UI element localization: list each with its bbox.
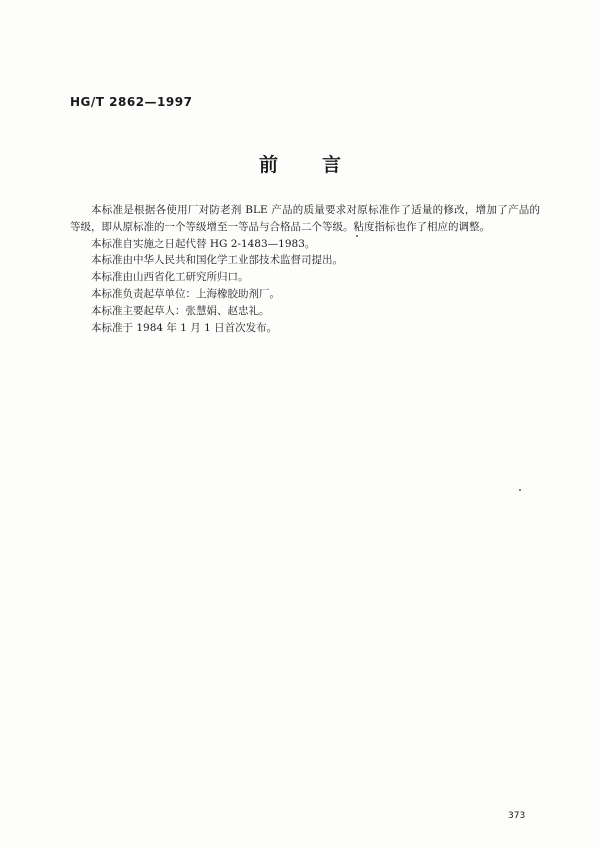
paragraph-drafters: 本标准主要起草人：张慧娟、赵忠礼。: [91, 304, 270, 317]
scan-speck: [519, 489, 521, 491]
paragraph-revision: 本标准是根据各使用厂对防老剂 BLE 产品的质量要求对原标准作了适量的修改，增加了产品的等级，即从原标准的一个等级增至一等品与合格品二个等级。粘度指标也作了相应的调整。: [70, 204, 540, 233]
paragraph-first-issue: 本标准于 1984 年 1 月 1 日首次发布。: [91, 321, 278, 334]
standard-code: HG/T 2862—1997: [70, 95, 193, 109]
paragraph-drafting-unit: 本标准负责起草单位：上海橡胶助剂厂。: [91, 287, 280, 300]
scan-speck: [356, 235, 358, 237]
page-number: 373: [508, 811, 526, 821]
paragraph-replacement: 本标准自实施之日起代替 HG 2-1483—1983。: [91, 237, 316, 250]
paragraph-administrator: 本标准由山西省化工研究所归口。: [91, 271, 249, 284]
page-title: 前言: [258, 154, 385, 176]
paragraph-proposer: 本标准由中华人民共和国化学工业部技术监督司提出。: [91, 254, 343, 267]
foreword-body: [70, 202, 540, 336]
